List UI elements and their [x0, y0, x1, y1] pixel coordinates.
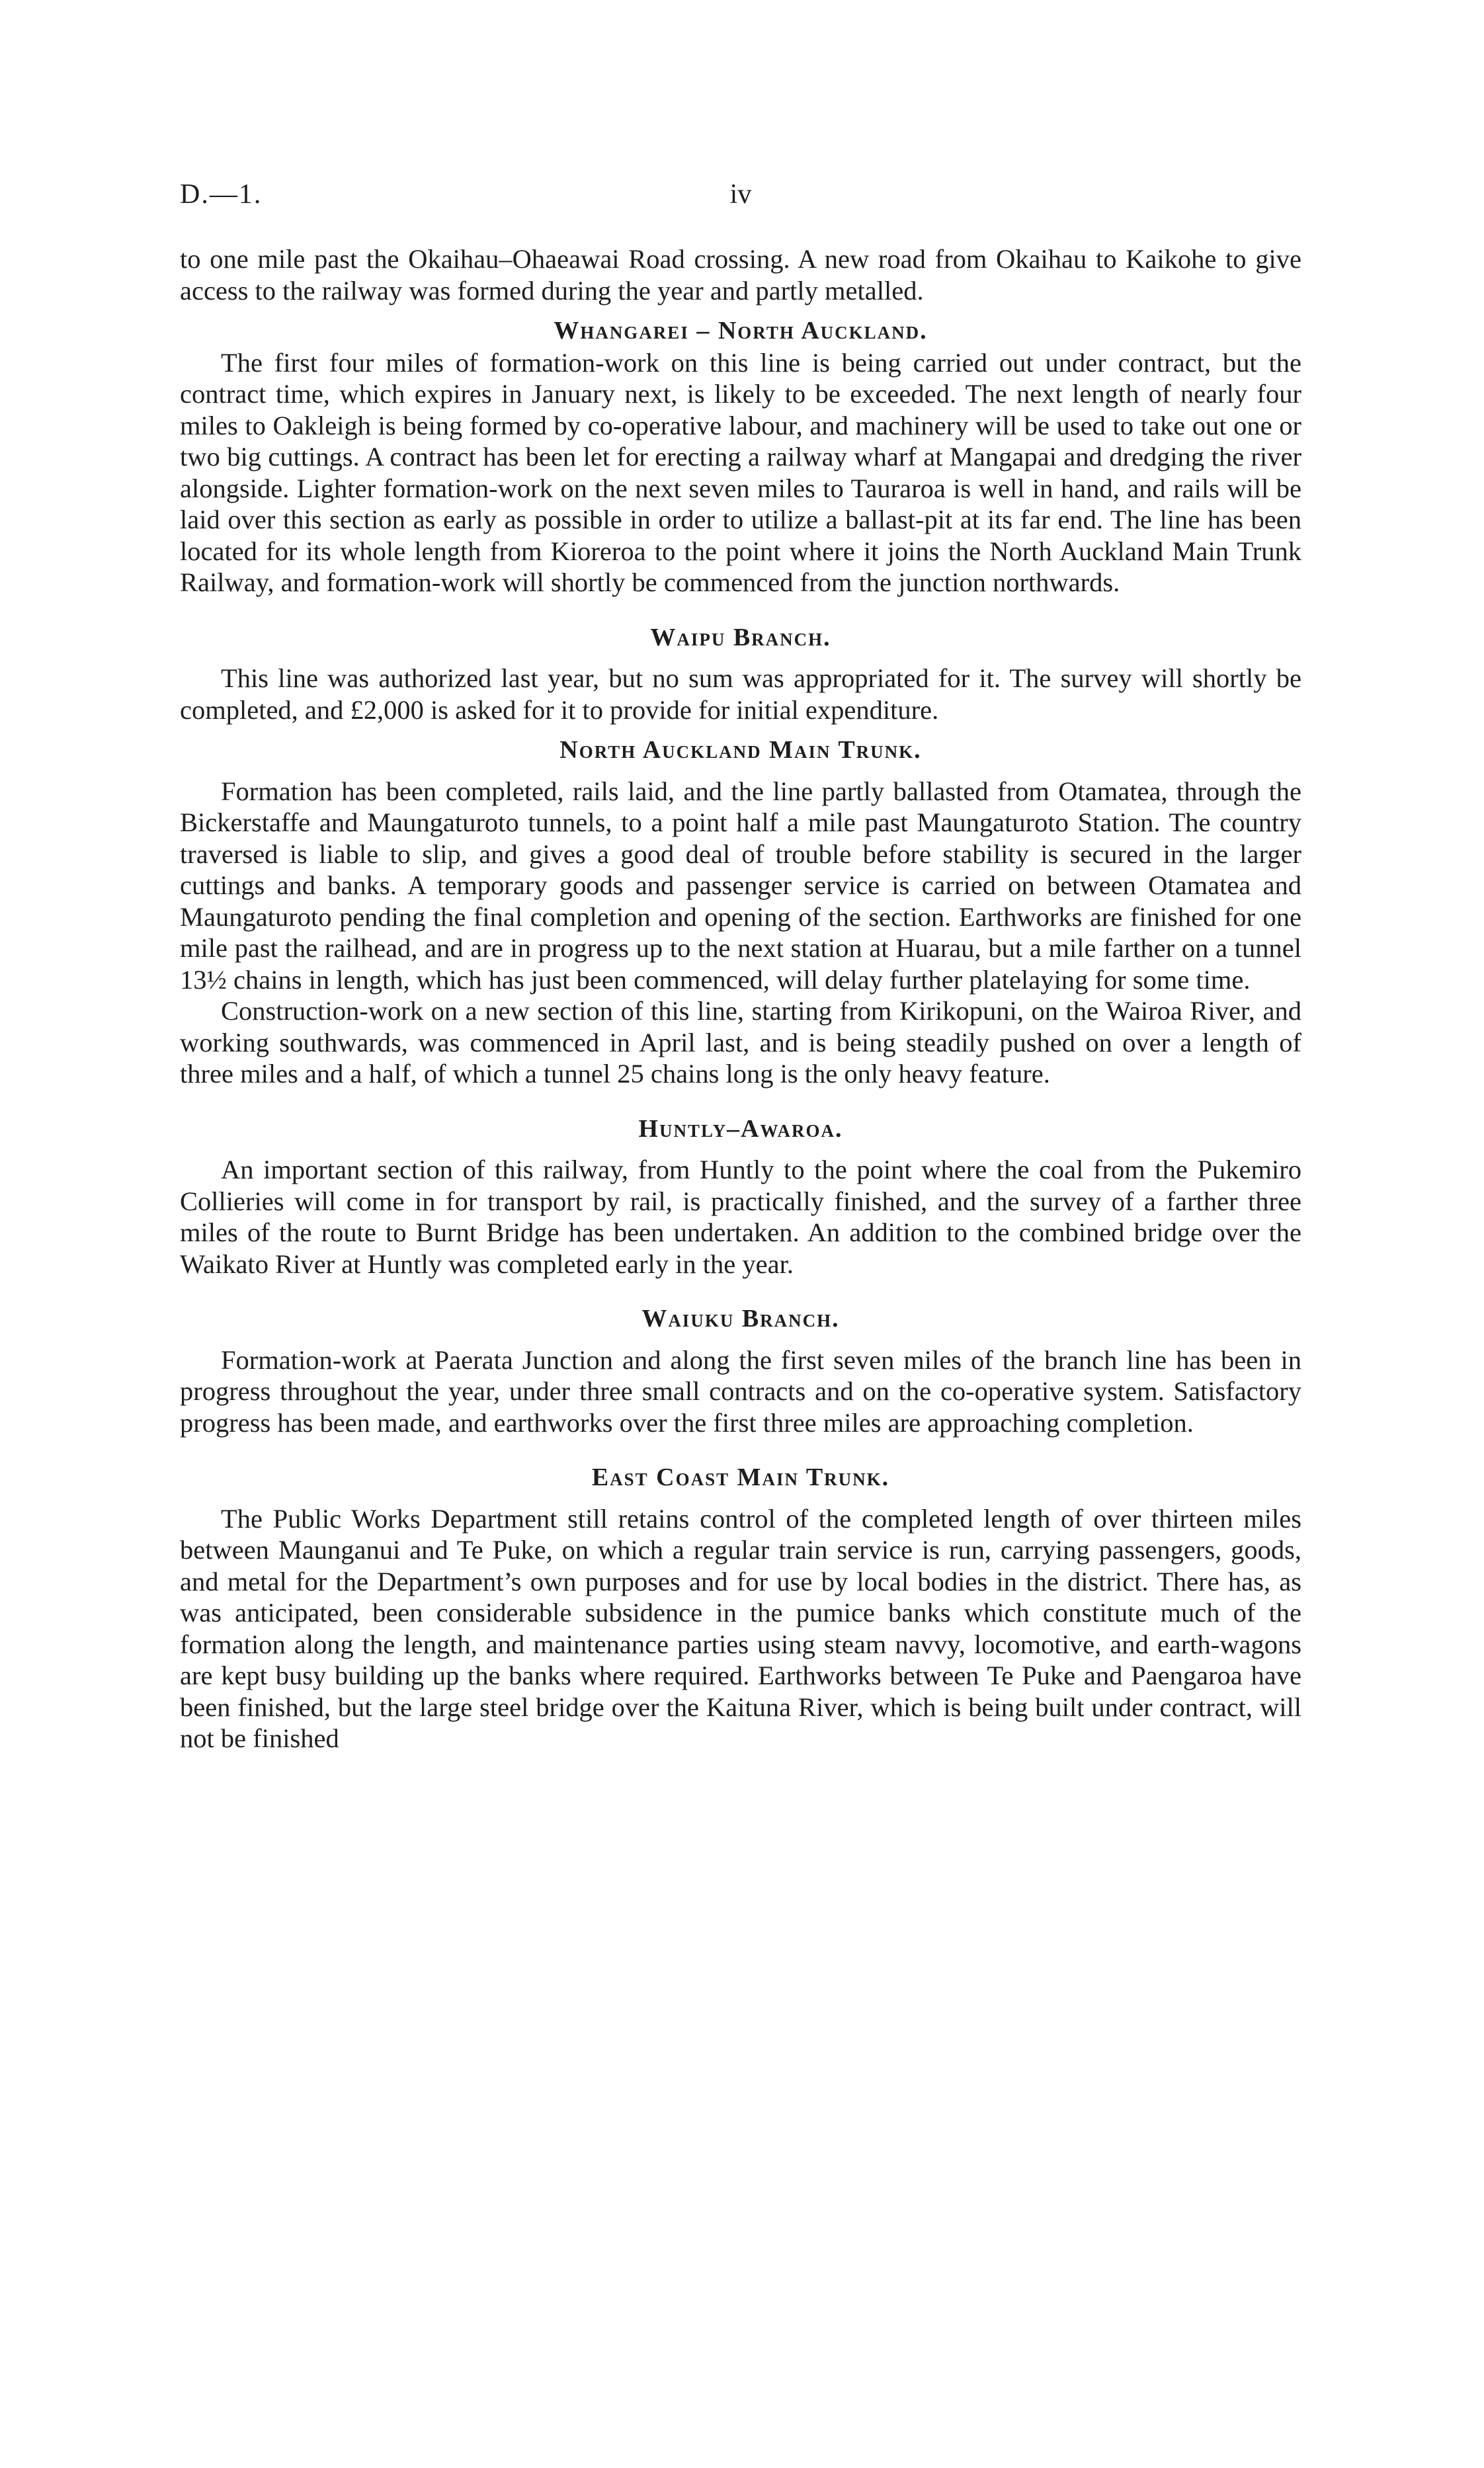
- paragraph: The Public Works Department still retains control of the completed length of over thirteen miles between Maunganui and Te Puke, on which a regular train service is run, carrying passengers, goods, and metal for the Department’s own purposes and for use by local bodies in the district. There has, as was anticipated, been considerable subsidence in the pumice banks which constitute much of the formation along the length, and maintenance parties using steam navvy, locomotive, and earth-wagons are kept busy building up the banks where required. Earthworks between Te Puke and Paengaroa have been finished, but the large steel bridge over the Kaituna River, which is being built under contract, will not be finished: [180, 1503, 1301, 1753]
- section-heading-north-auckland-main-trunk: North Auckland Main Trunk.: [559, 736, 922, 764]
- page-number: iv: [729, 179, 752, 210]
- body-text: [180, 243, 1301, 1754]
- paragraph: An important section of this railway, from Huntly to the point where the coal from the Pukemiro Collieries will come in for transport by rail, is practically finished, and the survey of a farther three miles of the route to Burnt Bridge has been undertaken. An addition to the combined bridge over the Waikato River at Huntly was completed early in the year.: [180, 1155, 1301, 1279]
- paragraph: Construction-work on a new section of this line, starting from Kirikopuni, on the Wairoa River, and working southwards, was commenced in April last, and is being steadily pushed on over a length of three miles and a half, of which a tunnel 25 chains long is the only heavy feature.: [180, 996, 1301, 1089]
- opening-paragraph: to one mile past the Okaihau–Ohaeawai Road crossing. A new road from Okaihau to Kaikohe to give access to the railway was formed during the year and partly metalled.: [180, 244, 1301, 306]
- paragraph: The first four miles of formation-work on this line is being carried out under contract, but the contract time, which expires in January next, is likely to be exceeded. The next length of nearly four miles to Oakleigh is being formed by co-operative labour, and machinery will be used to take out one or two big cuttings. A contract has been let for erecting a railway wharf at Mangapai and dredging the river alongside. Lighter formation-work on the next seven miles to Tauraroa is well in hand, and rails will be laid over this section as early as possible in order to utilize a ballast-pit at its far end. The line has been located for its whole length from Kioreroa to the point where it joins the North Auckland Main Trunk Railway, and formation-work will shortly be commenced from the junction northwards.: [180, 347, 1301, 597]
- paragraph: This line was authorized last year, but no sum was appropriated for it. The survey will shortly be completed, and £2,000 is asked for it to provide for initial expenditure.: [180, 663, 1301, 725]
- document-reference: D.—1.: [180, 179, 263, 210]
- section-heading-east-coast-main-trunk: East Coast Main Trunk.: [591, 1463, 890, 1491]
- section-heading-waiuku-branch: Waiuku Branch.: [641, 1305, 840, 1333]
- section-heading-waipu-branch: Waipu Branch.: [650, 623, 831, 651]
- paragraph: Formation has been completed, rails laid, and the line partly ballasted from Otamatea, through the Bickerstaffe and Maungaturoto tunnels, to a point half a mile past Maungaturoto Station. The country traversed is liable to slip, and gives a good deal of trouble before stability is secured in the larger cuttings and banks. A temporary goods and passenger service is carried on between Otamatea and Maungaturoto pending the final completion and opening of the section. Earthworks are finished for one mile past the railhead, and are in progress up to the next station at Huarau, but a mile farther on a tunnel 13½ chains in length, which has just been commenced, will delay further platelaying for some time.: [180, 776, 1301, 995]
- running-header: [180, 179, 1301, 218]
- section-heading-whangarei-north-auckland: Whangarei – North Auckland.: [554, 317, 928, 345]
- section-heading-huntly-awaroa: Huntly–Awaroa.: [638, 1114, 843, 1143]
- paragraph: Formation-work at Paerata Junction and along the first seven miles of the branch line has been in progress throughout the year, under three small contracts and on the co-operative system. Satisfactory progress has been made, and earthworks over the first three miles are approaching completion.: [180, 1344, 1301, 1438]
